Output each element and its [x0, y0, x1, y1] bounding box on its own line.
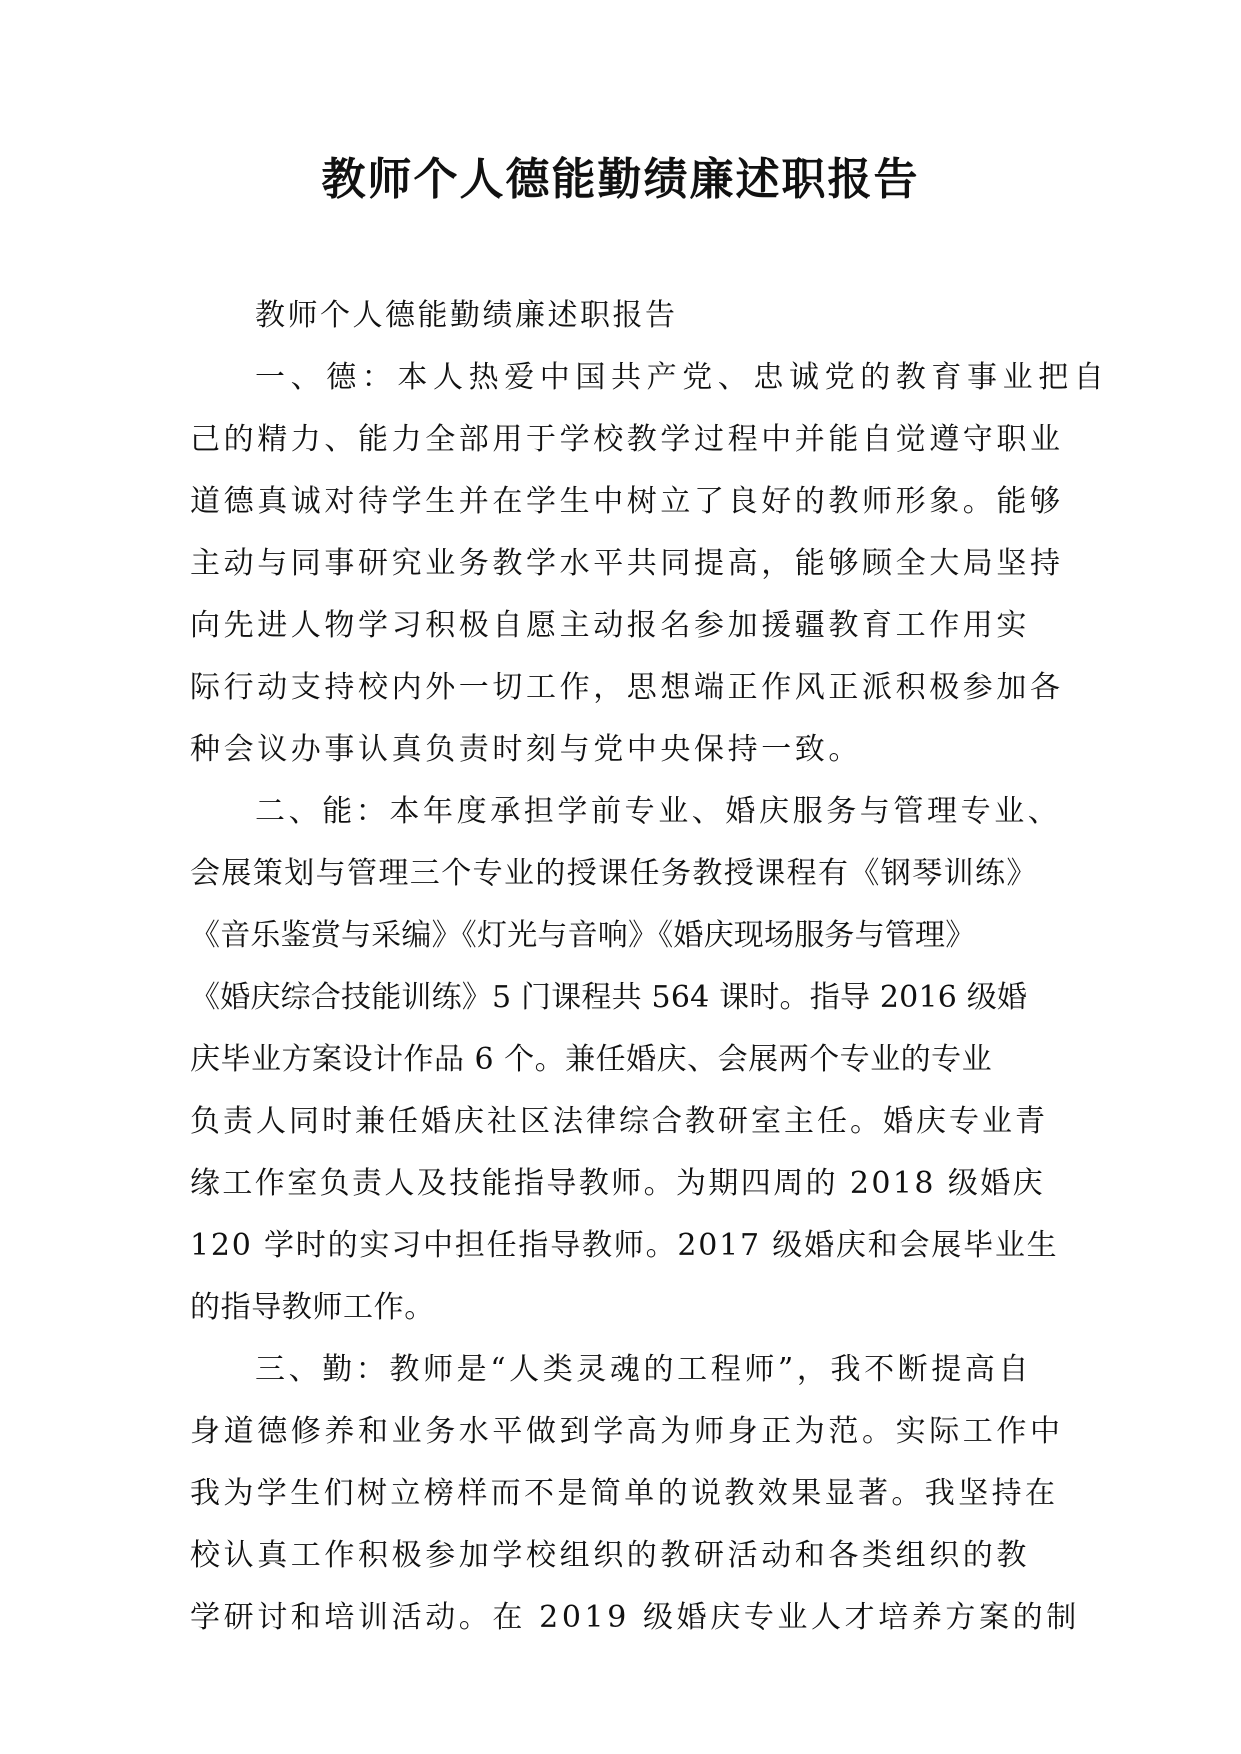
paragraph-line: 己的精力、能力全部用于学校教学过程中并能自觉遵守职业 [190, 422, 1064, 457]
paragraph-line: 120 学时的实习中担任指导教师。2017 级婚庆和会展毕业生 [190, 1228, 1059, 1263]
paragraph-line: 种会议办事认真负责时刻与党中央保持一致。 [190, 732, 862, 767]
paragraph-line: 道德真诚对待学生并在学生中树立了良好的教师形象。能够 [190, 484, 1064, 519]
paragraph-line: 负责人同时兼任婚庆社区法律综合教研室主任。婚庆专业青 [190, 1104, 1048, 1139]
document-body [190, 285, 1110, 1649]
paragraph-line: 的指导教师工作。 [190, 1290, 435, 1325]
paragraph-line: 三、勤：教师是“人类灵魂的工程师”，我不断提高自 [255, 1352, 1033, 1387]
paragraph-line: 主动与同事研究业务教学水平共同提高，能够顾全大局坚持 [190, 546, 1064, 581]
paragraph-line: 学研讨和培训活动。在 2019 级婚庆专业人才培养方案的制 [190, 1600, 1080, 1635]
paragraph-line: 际行动支持校内外一切工作，思想端正作风正派积极参加各 [190, 670, 1064, 705]
paragraph-line: 《音乐鉴赏与采编》《灯光与音响》《婚庆现场服务与管理》 [190, 918, 976, 953]
paragraph-line: 二、能：本年度承担学前专业、婚庆服务与管理专业、 [255, 794, 1062, 829]
paragraph-line: 向先进人物学习积极自愿主动报名参加援疆教育工作用实 [190, 608, 1030, 643]
paragraph-line: 缘工作室负责人及技能指导教师。为期四周的 2018 级婚庆 [190, 1166, 1046, 1201]
paragraph-line: 《婚庆综合技能训练》5 门课程共 564 课时。指导 2016 级婚 [190, 980, 1028, 1015]
document-title: 教师个人德能勤绩廉述职报告 [321, 154, 920, 205]
paragraph-line: 我为学生们树立榜样而不是简单的说教效果显著。我坚持在 [190, 1476, 1059, 1511]
paragraph-line: 身道德修养和业务水平做到学高为师身正为范。实际工作中 [190, 1414, 1064, 1449]
paragraph-line: 会展策划与管理三个专业的授课任务教授课程有《钢琴训练》 [190, 856, 1038, 891]
paragraph-line: 校认真工作积极参加学校组织的教研活动和各类组织的教 [190, 1538, 1030, 1573]
paragraph-line: 庆毕业方案设计作品 6 个。兼任婚庆、会展两个专业的专业 [190, 1042, 993, 1077]
subtitle-line: 教师个人德能勤绩廉述职报告 [255, 298, 678, 333]
paragraph-line: 一、德：本人热爱中国共产党、忠诚党的教育事业把自 [255, 360, 1110, 395]
